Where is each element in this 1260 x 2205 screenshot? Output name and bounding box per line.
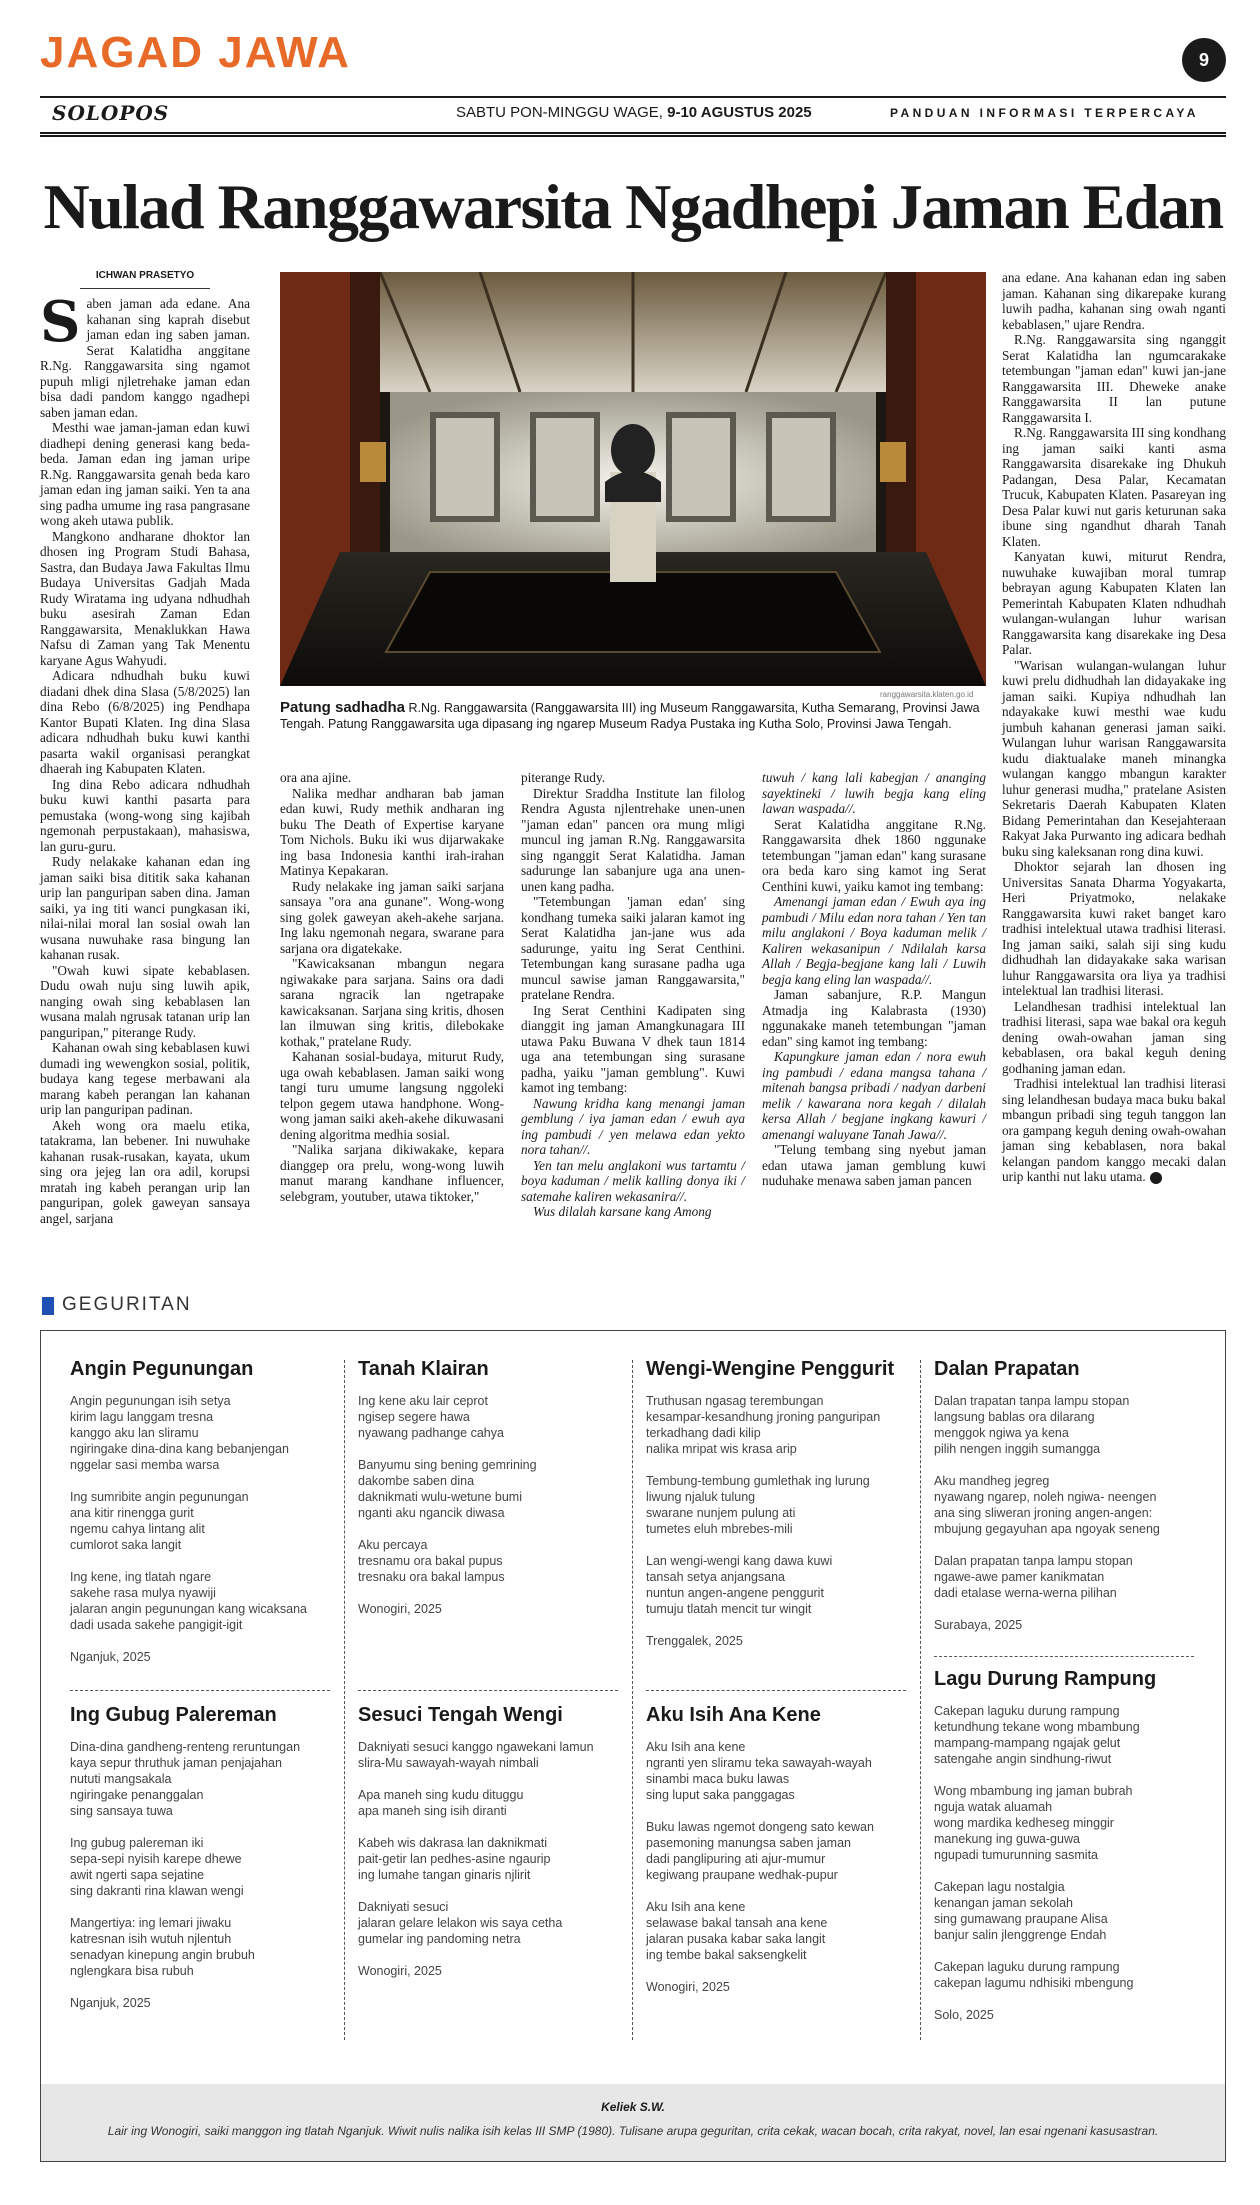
poem-aku-isih-ana-kene bbox=[646, 1704, 906, 1995]
drop-cap: S bbox=[40, 289, 81, 355]
paragraph: "Tetembungan 'jaman edan' sing kondhang tumeka saiki jalaran kamot ing Serat Kalatidha jan-jane wus ada sadurunge, yaitu ing Serat Centhini. Tetembungan kang surasane padha uga muncul sawise jaman Ranggawarsita," pratelane Rendra. bbox=[521, 894, 745, 1002]
verse: Wus dilalah karsane kang Among bbox=[533, 1204, 712, 1219]
column-divider bbox=[632, 1360, 633, 2040]
poem-place: Wonogiri, 2025 bbox=[358, 1602, 442, 1616]
stanza: Ing gubug palereman iki sepa-sepi nyisih karepe dhewe awit ngerti sapa sejatine sing dakranti rina klawan wengi bbox=[70, 1836, 244, 1898]
stanza: Banyumu sing bening gemrining dakombe saben dina daknikmati wulu-wetune bumi nganti aku ngancik diwasa bbox=[358, 1458, 537, 1520]
author-bio: Lair ing Wonogiri, saiki manggon ing tlatah Nganjuk. Wiwit nulis nalika isih kelas III SMP (1980). Tulisane arupa geguritan, crita cekak, wacan bocah, crita rakyat, novel, lan esai ngenani kasusastran. bbox=[107, 2124, 1159, 2138]
poem-title: Ing Gubug Palereman bbox=[70, 1704, 277, 1726]
stanza: Kabeh wis dakrasa lan daknikmati pait-getir lan pedhes-asine ngaurip ing lumahe tangan ginaris njlirit bbox=[358, 1836, 551, 1882]
stanza: Ing kene, ing tlatah ngare sakehe rasa mulya nyawiji jalaran angin pegunungan kang wicaksana dadi usada sakehe pangigit-igit bbox=[70, 1570, 307, 1632]
stanza: Aku Isih ana kene selawase bakal tansah ana kene jalaran pusaka kabar saka langit ing tembe bakal saksengkelit bbox=[646, 1900, 828, 1962]
paragraph: Adicara ndhudhah buku kuwi diadani dhek dina Slasa (5/8/2025) lan dina Rebo (6/8/2025) ing Pendhapa Kantor Bupati Klaten. Ing dina Slasa adicara ndhudhah buku kuwi kanthi pasarta wakil organisasi perangkat dhaerah ing Kabupaten Klaten. bbox=[40, 668, 250, 776]
paragraph: Dhoktor sejarah lan dhosen ing Universitas Sanata Dharma Yogyakarta, Heri Priyatmoko, nelakake Ranggawarsita kuwi raket banget karo tradhisi intelektual utawa tradhisi literasi. Ing jaman saiki, salah siji sing kudu didhudhah lan didayakake saka warisan luhur Ranggawarsita ora liya ya tradhisi intelektual lan tradhisi literasi. bbox=[1002, 859, 1226, 998]
paragraph: Rudy nelakake kahanan edan ing jaman saiki bisa dititik saka kahanan urip lan panguripan saben dina. Jaman saiki, ya ing titi wanci pungkasan iki, nilai-nilai moral lan sosial owah lan wusana nuwuhake rasa bingung lan kahanan rusak. bbox=[40, 854, 250, 962]
stanza: Aku mandheg jegreg nyawang ngarep, noleh ngiwa- neengen ana sing sliweran jroning angen-angen: mbujung gegayuhan apa ngoyak seneng bbox=[934, 1474, 1160, 1536]
paragraph: Serat Kalatidha anggitane R.Ng. Ranggawarsita dhek 1860 nggunake tetembungan "jaman edan" kang surasane ora beda karo sing kamot ing Serat Centhini kuwi, yaiku kamot ing tembang: bbox=[762, 816, 986, 894]
article-column-5 bbox=[1002, 270, 1226, 1185]
page-number: 9 bbox=[1182, 38, 1226, 82]
stanza: Ing sumribite angin pegunungan ana kitir rinengga gurit ngemu cahya lintang alit cumlorot saka langit bbox=[70, 1490, 249, 1552]
poem-ing-gubug-palereman bbox=[70, 1704, 330, 2011]
poem-place: Wonogiri, 2025 bbox=[358, 1964, 442, 1978]
museum-interior-illustration bbox=[280, 272, 986, 686]
paragraph: Ing dina Rebo adicara ndhudhah buku kuwi kanthi pasarta para pemustaka (wong-wong sing kajibah ngemonah perpustakaan), mahasiswa, lan guru-guru. bbox=[40, 776, 250, 854]
stanza: Dina-dina gandheng-renteng reruntungan kaya sepur thruthuk jaman penjajahan nututi mangsakala ngiringake penanggalan sing sansaya tuwa bbox=[70, 1740, 301, 1818]
stanza: Ing kene aku lair ceprot ngisep segere hawa nyawang padhange cahya bbox=[358, 1394, 504, 1440]
article-column-1 bbox=[40, 289, 250, 1226]
article-photo bbox=[280, 272, 986, 686]
paragraph: "Kawicaksanan mbangun negara ngiwakake para sarjana. Sains ora dadi sarana ngracik lan ngetrapake kawicaksanan. Sarjana sing kritis, dhosen lan ilmuwan sing kritis, dilebokake kothak," pratelane Rudy. bbox=[280, 956, 504, 1049]
caption-text: R.Ng. Ranggawarsita (Ranggawarsita III) ing Museum Ranggawarsita, Kutha Semarang, Provinsi Jawa Tengah. Patung Ranggawarsita uga dipasang ing ngarep Museum Radya Pustaka ing Kutha Solo, Provinsi Jawa Tengah. bbox=[280, 701, 980, 731]
paragraph: Direktur Sraddha Institute lan filolog Rendra Agusta njlentrehake unen-unen "jaman edan" pancen ora mung mligi muncul ing jaman R.Ng. Ranggawarsita sing nganggit Serat Kalatidha. Jaman sadurunge lan sabanjure uga ana unen-unen kang padha. bbox=[521, 785, 745, 894]
poem-title: Wengi-Wengine Penggurit bbox=[646, 1358, 895, 1380]
byline-rule bbox=[80, 288, 210, 289]
column-divider bbox=[344, 1360, 345, 2040]
poem-lagu-durung-rampung bbox=[934, 1668, 1194, 2023]
stanza: Angin pegunungan isih setya kirim lagu langgam tresna kanggo aku lan sliramu ngiringake dina-dina kang bebanjengan nggelar sasi memba warsa bbox=[70, 1394, 289, 1472]
poem-place: Surabaya, 2025 bbox=[934, 1618, 1023, 1632]
paragraph: Kahanan owah sing kebablasen kuwi dumadi ing wewengkon sosial, politik, budaya kang tegese merbawani ala marang kabeh perangan lan kahanan urip lan panguripan padinan. bbox=[40, 1040, 250, 1117]
article-column-2 bbox=[280, 770, 504, 1204]
row-divider bbox=[934, 1656, 1194, 1657]
stanza: Cakepan laguku durung rampung cakepan lagumu ndhisiki mbengung bbox=[934, 1960, 1134, 1990]
stanza: Cakepan laguku durung rampung ketundhung tekane wong mbambung mampang-mampang ngajak gelut satengahe angin sindhung-riwut bbox=[934, 1704, 1140, 1766]
article-column-3 bbox=[521, 770, 745, 1220]
caption-title: Patung sadhadha bbox=[280, 699, 406, 716]
paragraph: R.Ng. Ranggawarsita sing nganggit Serat Kalatidha lan ngumcarakake tetembungan "jaman edan" kuwi jan-jane Ranggawarsita III. Dheweke anake Ranggawarsita II lan putune Ranggawarsita I. bbox=[1002, 332, 1226, 425]
row-divider bbox=[358, 1690, 618, 1691]
stanza: Dakniyati sesuci kanggo ngawekani lamun slira-Mu sawayah-wayah nimbali bbox=[358, 1740, 594, 1770]
photo-caption bbox=[280, 700, 986, 732]
poem-place: Solo, 2025 bbox=[934, 2008, 994, 2022]
paragraph: Kahanan sosial-budaya, miturut Rudy, uga owah kebablasen. Jaman saiki wong tangi turu umume langsung nggoleki telpon gegem utawa handphone. Wong-wong jaman saiki akeh-akehe dikuwasani dening algoritma medhia sosial. bbox=[280, 1049, 504, 1142]
column-divider bbox=[920, 1360, 921, 2040]
row-divider bbox=[70, 1690, 330, 1691]
verse: tuwuh / kang lali kabegjan / ananging sayektineki / luwih begja kang eling lawan waspada//. bbox=[762, 770, 986, 816]
poem-dalan-prapatan bbox=[934, 1358, 1194, 1633]
geguritan-label: GEGURITAN bbox=[62, 1294, 192, 1315]
article-column-4 bbox=[762, 770, 986, 1189]
stanza: Cakepan lagu nostalgia kenangan jaman sekolah sing gumawang praupane Alisa banjur salin jlenggrenge Endah bbox=[934, 1880, 1108, 1942]
stanza: Buku lawas ngemot dongeng sato kewan pasemoning manungsa saben jaman dadi panglipuring ati ajur-mumur kegiwang praupane wedhak-pupur bbox=[646, 1820, 874, 1882]
poem-title: Dalan Prapatan bbox=[934, 1358, 1080, 1380]
paragraph: Mangkono andharane dhoktor lan dhosen ing Program Studi Bahasa, Sastra, dan Budaya Jawa Fakultas Ilmu Budaya Universitas Gadjah Mada Rudy Wiratama ing udyana ndhudhah buku asesirah Zaman Edan Ranggawarsita, Menaklukkan Hawa Nafsu di Zaman yang Tak Menentu karyane Agus Wahyudi. bbox=[40, 528, 250, 668]
paragraph: ana edane. Ana kahanan edan ing saben jaman. Kahanan sing dikarepake kurang luwih padha, kahanan sing owah nganti kebablasen," ujare Rendra. bbox=[1002, 270, 1226, 332]
stanza: Tembung-tembung gumlethak ing lurung liwung njaluk tulung swarane nunjem pulung ati tumetes eluh mbrebes-mili bbox=[646, 1474, 870, 1536]
section-title: JAGAD JAWA bbox=[40, 28, 351, 77]
stanza: Lan wengi-wengi kang dawa kuwi tansah setya anjangsana nuntun angen-angene penggurit tumuju tlatah mencit tur wingit bbox=[646, 1554, 833, 1616]
poem-angin-pegunungan bbox=[70, 1358, 310, 1665]
verse: Nawung kridha kang menangi jaman gemblung / iya jaman edan / ewuh aya ing pambudi / yen melawa edan yekto nora tahan//. bbox=[521, 1095, 745, 1157]
row-divider bbox=[646, 1690, 906, 1691]
paragraph: Tradhisi intelektual lan tradhisi literasi sing lelandhesan budaya maca buku bakal mbangun pribadi sing teguh tanggon lan ora gampang keguh dening owah-owahan jaman sing kebablasen, nora bakal kelangan pandom kanggo mecaki dalan urip kanthi nut laku utama. bbox=[1002, 1076, 1226, 1184]
tagline: PANDUAN INFORMASI TERPERCAYA bbox=[890, 106, 1199, 120]
photo-credit: ranggawarsita.klaten.go.id bbox=[880, 690, 974, 699]
poem-title: Angin Pegunungan bbox=[70, 1358, 254, 1380]
author-box bbox=[41, 2084, 1225, 2161]
date-line bbox=[456, 104, 812, 121]
stanza: Dalan prapatan tanpa lampu stopan ngawe-awe pamer kanikmatan dadi etalase werna-werna pilihan bbox=[934, 1554, 1133, 1600]
paragraph: Nalika medhar andharan bab jaman edan kuwi, Rudy methik andharan ing buku The Death of Expertise karyane Tom Nichols. Buku iki wus dijarwakake ing basa Indonesia kanthi irah-irahan Matinya Kepakaran. bbox=[280, 785, 504, 878]
stanza: Apa maneh sing kudu dituggu apa maneh sing isih diranti bbox=[358, 1788, 524, 1818]
verse: Kapungkure jaman edan / nora ewuh ing pambudi / edana mangsa tahana / mitenah bangsa pribadi / nadyan darbeni melik / kawarana nora kegah / dilalah kersa Allah / begjane ingkang kawuri / amenangi waluyane Tanah Jawa//. bbox=[762, 1049, 986, 1142]
paragraph: Rudy nelakake ing jaman saiki sarjana sansaya "ora ana gunane". Wong-wong sing golek gaweyan akeh-akehe sarjana. Ing laku ngemonah negara, swarane para sarjana ora digatekake. bbox=[280, 878, 504, 956]
paragraph: "Telung tembang sing nyebut jaman edan utawa jaman gemblung kuwi nuduhake menawa saben jaman pancen bbox=[762, 1142, 986, 1188]
stanza: Mangertiya: ing lemari jiwaku katresnan isih wutuh njlentuh senadyan kinepung angin brubuh nglengkara bisa rubuh bbox=[70, 1916, 255, 1978]
paragraph: Lelandhesan tradhisi intelektual lan tradhisi literasi, sapa wae bakal ora keguh dening owah-owahan jaman sing kebablasen, ora bakal keguh dening godhaning jaman edan. bbox=[1002, 998, 1226, 1076]
poem-place: Nganjuk, 2025 bbox=[70, 1650, 151, 1664]
stanza: Truthusan ngasag terembungan kesampar-kesandhung jroning panguripan terkadhang dadi kilip nalika mripat wis krasa arip bbox=[646, 1394, 881, 1456]
poem-place: Wonogiri, 2025 bbox=[646, 1980, 730, 1994]
poem-title: Aku Isih Ana Kene bbox=[646, 1704, 821, 1726]
paragraph: piterange Rudy. bbox=[521, 770, 606, 785]
paragraph: "Warisan wulangan-wulangan luhur kuwi prelu didhudhah lan didayakake ing jaman saiki. Kupiya ndhudhah lan ndayakake kuwi mesthi wae kudu jumbuh kahanan generasi jaman saiki. Wulangan luhur warisan Ranggawarsita kudu diaktualake maneh minangka wulangan kanggo mbangun karakter luhur generasi mudha," pratelane Asisten Sekretaris Daerah Kabupaten Klaten Bidang Pemerintahan dan Kesejahteraan Rakyat Jaka Purwanto ing adicara bedhah buku sing kaleksanan rong dina kuwi. bbox=[1002, 657, 1226, 859]
paragraph: Kanyatan kuwi, miturut Rendra, nuwuhake kuwajiban moral tumrap bebrayan agung Kabupaten Klaten lan Pemerintah Kabupaten Klaten ndhudhah wulangan-wulangan luhur warisan Ranggawarsita kang disarekake ing Desa Palar. bbox=[1002, 549, 1226, 657]
stanza: Aku percaya tresnamu ora bakal pupus tresnaku ora bakal lampus bbox=[358, 1538, 505, 1584]
poem-title: Sesuci Tengah Wengi bbox=[358, 1704, 563, 1726]
paragraph: "Nalika sarjana dikiwakake, kepara dianggep ora prelu, wong-wong luwih manut marang kandhane influencer, selebgram, youtuber, utawa tiktoker," bbox=[280, 1142, 504, 1204]
stanza: Aku Isih ana kene ngranti yen sliramu teka sawayah-wayah sinambi maca buku lawas sing luput saka panggagas bbox=[646, 1740, 872, 1802]
stanza: Wong mbambung ing jaman bubrah nguja watak aluamah wong mardika kedheseg minggir manekung ing guwa-guwa ngupadi tumurunning sasmita bbox=[934, 1784, 1133, 1862]
byline: ICHWAN PRASETYO bbox=[95, 270, 195, 281]
poem-place: Trenggalek, 2025 bbox=[646, 1634, 743, 1648]
paragraph: Mesthi wae jaman-jaman edan kuwi diadhepi dening generasi kang beda-beda. Jaman edan ing jaman uripe R.Ng. Ranggawarsita genah beda karo jaman edan ing jaman saiki. Yen ta ana sing padha umume ing rasa pangrasane wong akeh utawa publik. bbox=[40, 420, 250, 528]
stanza: Dalan trapatan tanpa lampu stopan langsung bablas ora dilarang menggok ngiwa ya kena pilih nengen inggih sumangga bbox=[934, 1394, 1130, 1456]
paragraph: R.Ng. Ranggawarsita III sing kondhang ing jaman saiki kanti asma Ranggawarsita disarekake ing Dhukuh Padangan, Desa Palar, Kecamatan Trucuk, Kabupaten Klaten. Pasareyan ing Desa Palar kuwi nut garis keturunan saka ibune sing ngandhut dharah Tanah Klaten. bbox=[1002, 425, 1226, 549]
author-name: Keliek S.W. bbox=[601, 2100, 665, 2114]
poem-place: Nganjuk, 2025 bbox=[70, 1996, 151, 2010]
poem-title: Lagu Durung Rampung bbox=[934, 1668, 1157, 1690]
headline: Nulad Ranggawarsita Ngadhepi Jaman Edan bbox=[43, 171, 1223, 242]
paragraph: ora ana ajine. bbox=[280, 770, 352, 785]
poem-sesuci-tengah-wengi bbox=[358, 1704, 618, 1979]
paragraph: Jaman sabanjure, R.P. Mangun Atmadja ing Kalabrasta (1930) nggunakake maneh tetembungan "jaman edan" sing kamot ing tembang: bbox=[762, 987, 986, 1049]
date-prefix: SABTU PON-MINGGU WAGE, bbox=[456, 104, 668, 121]
poem-tanah-klairan bbox=[358, 1358, 598, 1617]
date-bold: 9-10 AGUSTUS 2025 bbox=[667, 104, 812, 121]
poem-title: Tanah Klairan bbox=[358, 1358, 489, 1380]
paragraph: Akeh wong ora maelu etika, tatakrama, lan bebener. Ini nuwuhake kahanan rusak-rusakan, kayata, ukum sing ora jejeg lan ora adil, korupsi mratah ing kabeh perangan urip lan panguripan, golek gaweyan sansaya angel, sarjana bbox=[40, 1117, 250, 1226]
section-marker bbox=[42, 1297, 54, 1315]
verse: Amenangi jaman edan / Ewuh aya ing pambudi / Milu edan nora tahan / Yen tan milu anglakoni / Boya kaduman melik / Kaliren wekasanipun / Ndilalah karsa Allah / Begja-begjane kang lali / Luwih begja kang eling lan waspada//. bbox=[762, 894, 986, 987]
poem-wengi-wengine-penggurit bbox=[646, 1358, 906, 1649]
end-mark-icon bbox=[1150, 1172, 1162, 1184]
stanza: Dakniyati sesuci jalaran gelare lelakon wis saya cetha gumelar ing pandoming netra bbox=[358, 1900, 563, 1946]
paragraph: Saben jaman ada edane. Ana kahanan sing kaprah disebut jaman edan ing saben jaman. Serat Kalatidha anggitane R.Ng. Ranggawarsita sing ngamot pupuh mligi njletrehake jaman edan bisa dadi pandom kanggo ngadhepi saben jaman edan. bbox=[40, 289, 250, 420]
brand-logo: SOLOPOS bbox=[52, 101, 170, 125]
paragraph: Ing Serat Centhini Kadipaten sing dianggit ing jaman Amangkunagara III utawa Paku Buwana V dhek taun 1814 uga ana tetembungan sing surasane padha, yaiku "jaman gemblung". Kuwi kamot ing tembang: bbox=[521, 1002, 745, 1095]
verse: Yen tan melu anglakoni wus tartamtu / boya kaduman / melik kalling donya iki / satemahe kaliren wekasanira//. bbox=[521, 1157, 745, 1204]
paragraph: "Owah kuwi sipate kebablasen. Dudu owah nuju sing luwih apik, nanging owah sing kebablasen lan wusana malah ngrusak tatanan urip lan panguripan," piterange Rudy. bbox=[40, 962, 250, 1040]
